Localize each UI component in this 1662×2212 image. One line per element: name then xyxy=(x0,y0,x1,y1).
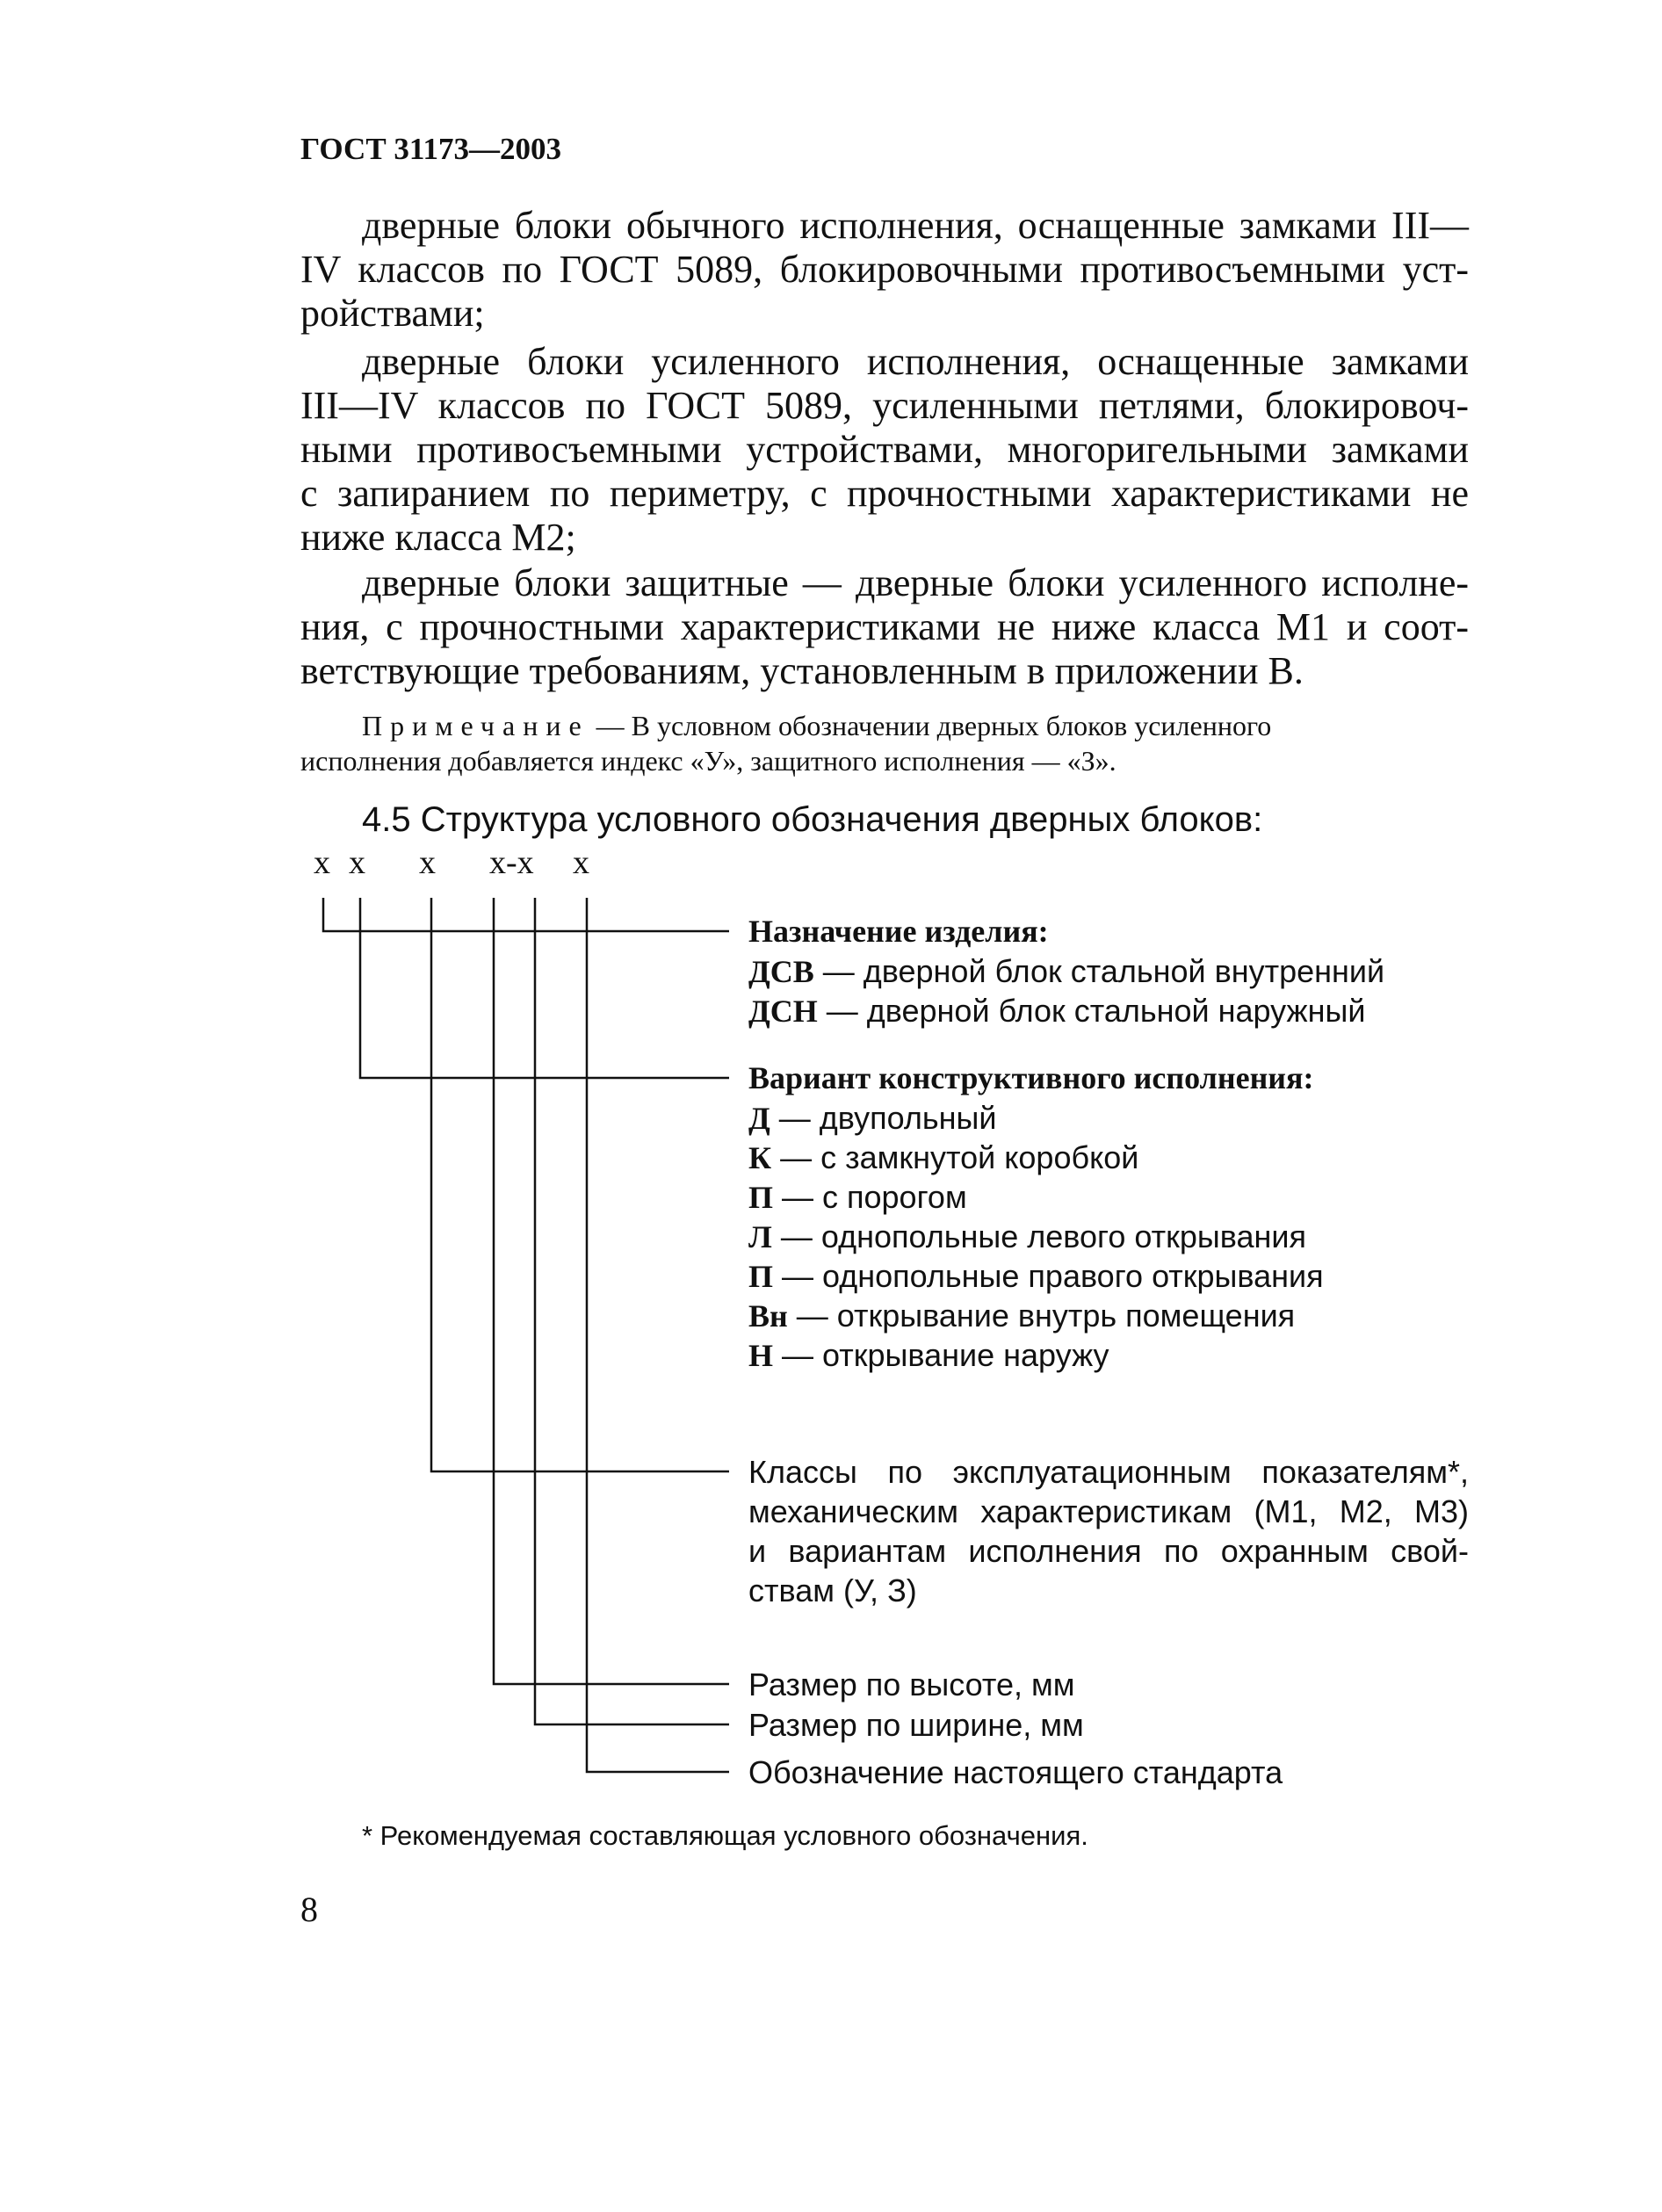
document-header: ГОСТ 31173—2003 xyxy=(300,132,561,166)
legend-text: — открывание наружу xyxy=(773,1337,1109,1373)
text-line: дверные блоки обычного исполнения, оснащенные замками III— xyxy=(362,204,1469,247)
legend-text: — дверной блок стальной внутренний xyxy=(813,953,1385,989)
legend-variant-item xyxy=(748,1296,1324,1335)
legend-code: П xyxy=(748,1259,774,1294)
text-line: ветствующие требованиям, установленным в приложении В. xyxy=(300,649,1304,692)
legend-text: — однопольные правого открывания xyxy=(773,1258,1324,1294)
note-label: Примечание xyxy=(362,710,589,741)
leader-line-height xyxy=(494,898,729,1684)
code-position-2: х xyxy=(349,844,365,881)
footnote: * Рекомендуемая составляющая условного обозначения. xyxy=(362,1820,1088,1851)
legend-classes-line: ствам (У, З) xyxy=(748,1572,917,1608)
legend-code: ДСВ xyxy=(748,954,814,989)
legend-text: — с порогом xyxy=(773,1179,967,1215)
text-line: III—IV классов по ГОСТ 5089, усиленными петлями, блокировоч- xyxy=(300,384,1469,427)
legend-classes-line: и вариантам исполнения по охранным свой- xyxy=(748,1533,1469,1569)
note-text: — В условном обозначении дверных блоков усиленного xyxy=(589,710,1272,741)
legend-code: Н xyxy=(748,1338,774,1373)
legend-purpose-title: Назначение изделия: xyxy=(748,914,1049,949)
section-heading: 4.5 Структура условного обозначения дверных блоков: xyxy=(362,800,1263,839)
legend-text: — дверной блок стальной наружный xyxy=(817,993,1366,1029)
legend-code: П xyxy=(748,1180,774,1215)
legend-width: Размер по ширине, мм xyxy=(748,1707,1084,1743)
legend-purpose-item xyxy=(748,991,1384,1030)
legend-text: — двупольный xyxy=(770,1100,997,1136)
legend-classes xyxy=(748,1452,1469,1610)
legend-text: — с замкнутой коробкой xyxy=(771,1139,1139,1175)
legend-variant-title: Вариант конструктивного исполнения: xyxy=(748,1060,1314,1095)
legend-standard: Обозначение настоящего стандарта xyxy=(748,1754,1283,1790)
leader-line-standard xyxy=(587,898,729,1772)
text-line: ными противосъемными устройствами, многоригельными замками xyxy=(300,428,1469,471)
legend-purpose-item xyxy=(748,951,1384,991)
legend-code: Л xyxy=(748,1219,772,1254)
leader-line-width xyxy=(535,898,729,1724)
text-line: дверные блоки защитные — дверные блоки усиленного исполне- xyxy=(362,561,1469,604)
text-line: ния, с прочностными характеристиками не ниже класса М1 и соот- xyxy=(300,605,1469,648)
legend-text: — открывание внутрь помещения xyxy=(787,1298,1296,1334)
legend-code: Вн xyxy=(748,1298,788,1334)
legend-code: ДСН xyxy=(748,994,818,1029)
legend-classes-line: Классы по эксплуатационным показателям*, xyxy=(748,1454,1469,1490)
note-text: исполнения добавляется индекс «У», защитного исполнения — «З». xyxy=(300,745,1116,777)
legend-purpose xyxy=(748,912,1384,1030)
legend-code: Д xyxy=(748,1101,770,1136)
text-line: с запиранием по периметру, с прочностными характеристиками не xyxy=(300,472,1469,515)
page-number: 8 xyxy=(300,1890,318,1929)
text-line: ниже класса М2; xyxy=(300,516,576,559)
code-position-1: х xyxy=(314,844,330,881)
leader-line-purpose xyxy=(323,898,729,931)
legend-text: — однопольные левого открывания xyxy=(771,1218,1306,1254)
code-position-4: х-х xyxy=(489,844,534,881)
code-position-3: х xyxy=(419,844,436,881)
legend-code: К xyxy=(748,1140,772,1175)
legend-classes-line: механическим характеристикам (М1, М2, М3) xyxy=(748,1493,1469,1529)
legend-height: Размер по высоте, мм xyxy=(748,1666,1075,1702)
legend-variant-item xyxy=(748,1335,1324,1375)
code-position-5: х xyxy=(573,844,589,881)
leader-line-variant xyxy=(360,898,729,1078)
legend-variant xyxy=(748,1059,1324,1375)
legend-variant-item xyxy=(748,1098,1324,1138)
text-line: дверные блоки усиленного исполнения, оснащенные замками xyxy=(362,340,1469,383)
legend-variant-item xyxy=(748,1138,1324,1177)
legend-variant-item xyxy=(748,1256,1324,1296)
text-line: IV классов по ГОСТ 5089, блокировочными противосъемными уст- xyxy=(300,248,1469,291)
legend-variant-item xyxy=(748,1177,1324,1217)
leader-line-classes xyxy=(431,898,729,1471)
legend-variant-item xyxy=(748,1217,1324,1256)
text-line: ройствами; xyxy=(300,292,485,335)
